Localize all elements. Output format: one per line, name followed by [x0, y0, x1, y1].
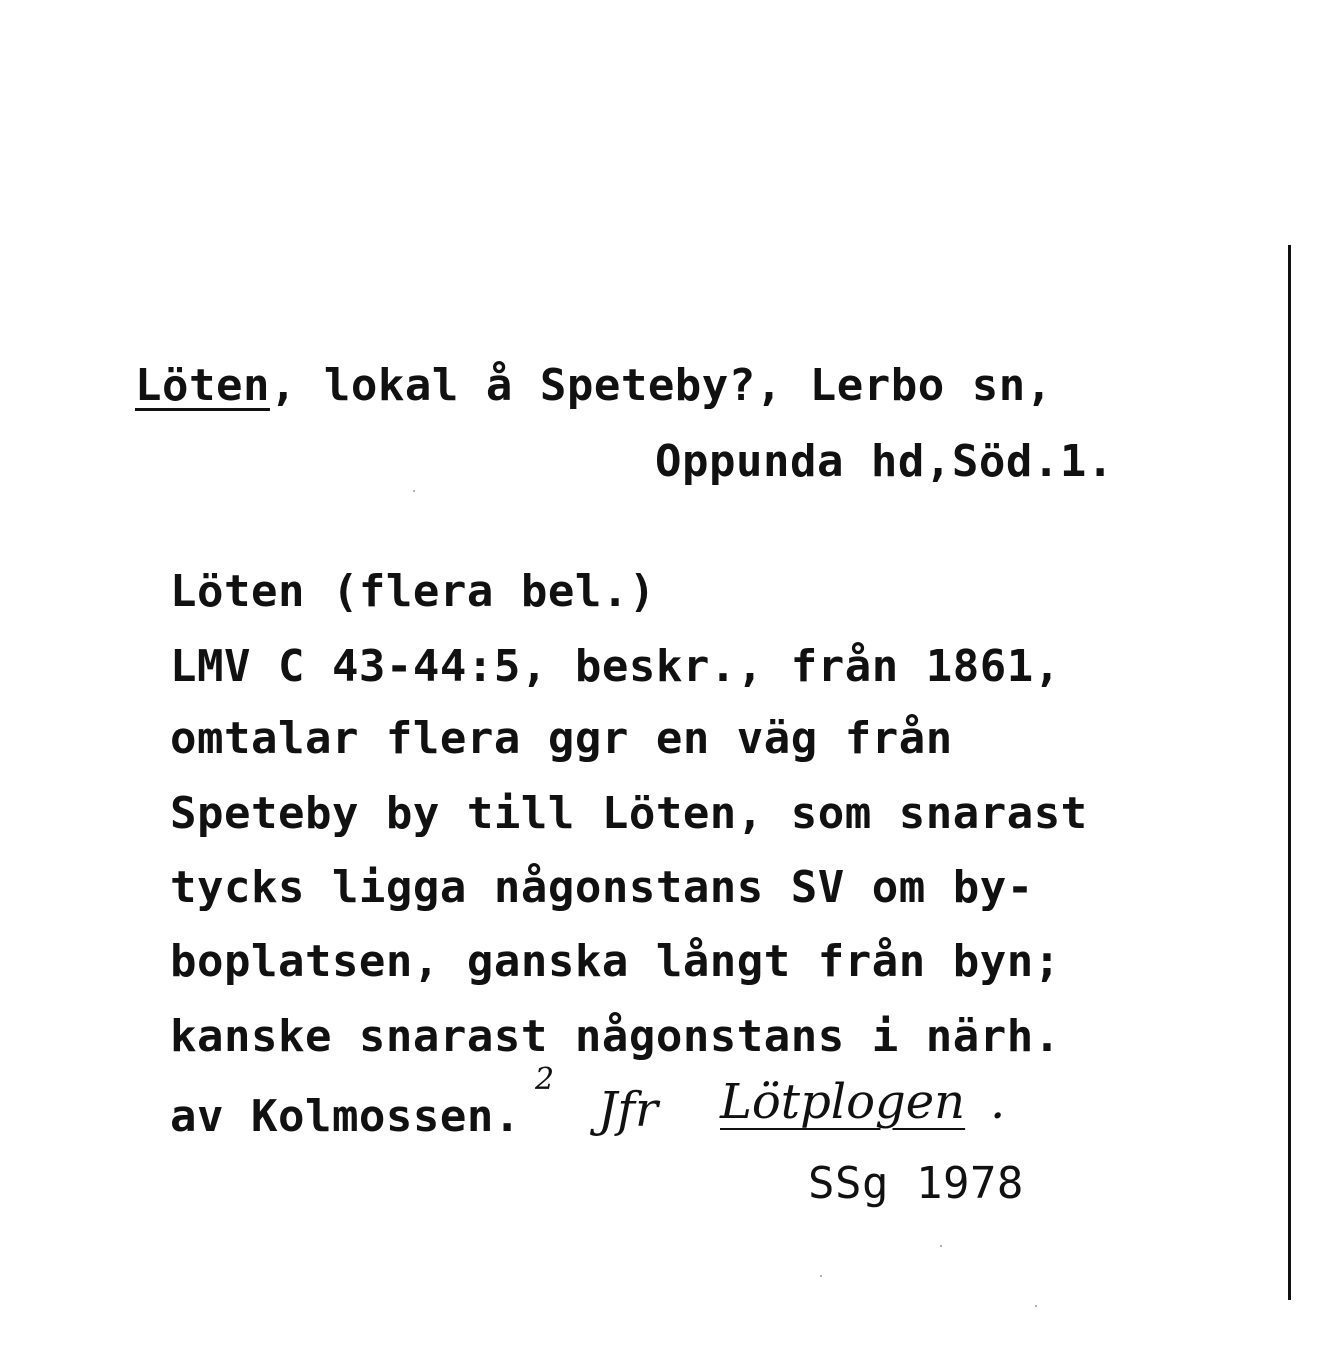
scan-speck — [413, 490, 415, 492]
signature: SSg 1978 — [808, 1158, 1024, 1209]
handwritten-reference: Lötplogen — [720, 1074, 966, 1130]
handwritten-prefix: Jfr — [598, 1082, 658, 1138]
body-line: tycks ligga någonstans SV om by- — [170, 862, 1034, 913]
body-line: av Kolmossen. — [170, 1091, 521, 1142]
body-line: boplatsen, ganska långt från byn; — [170, 936, 1061, 987]
body-line: Speteby by till Löten, som snarast — [170, 788, 1088, 839]
scan-speck — [1035, 1305, 1037, 1307]
handwritten-period: . — [990, 1074, 1006, 1130]
scan-speck — [940, 1245, 942, 1247]
heading-line-1 — [135, 360, 1053, 411]
footnote-mark: 2 — [535, 1062, 555, 1097]
body-line: omtalar flera ggr en väg från — [170, 713, 953, 764]
heading-word: Löten — [135, 360, 270, 411]
heading-line-2: Oppunda hd,Söd.1. — [655, 436, 1114, 487]
body-line: LMV C 43-44:5, beskr., från 1861, — [170, 641, 1061, 692]
scan-speck — [820, 1275, 822, 1277]
body-line: kanske snarast någonstans i närh. — [170, 1011, 1061, 1062]
heading-rest: , lokal å Speteby?, Lerbo sn, — [269, 360, 1053, 411]
body-line: Löten (flera bel.) — [170, 566, 656, 617]
card-edge-rule — [1288, 245, 1291, 1300]
